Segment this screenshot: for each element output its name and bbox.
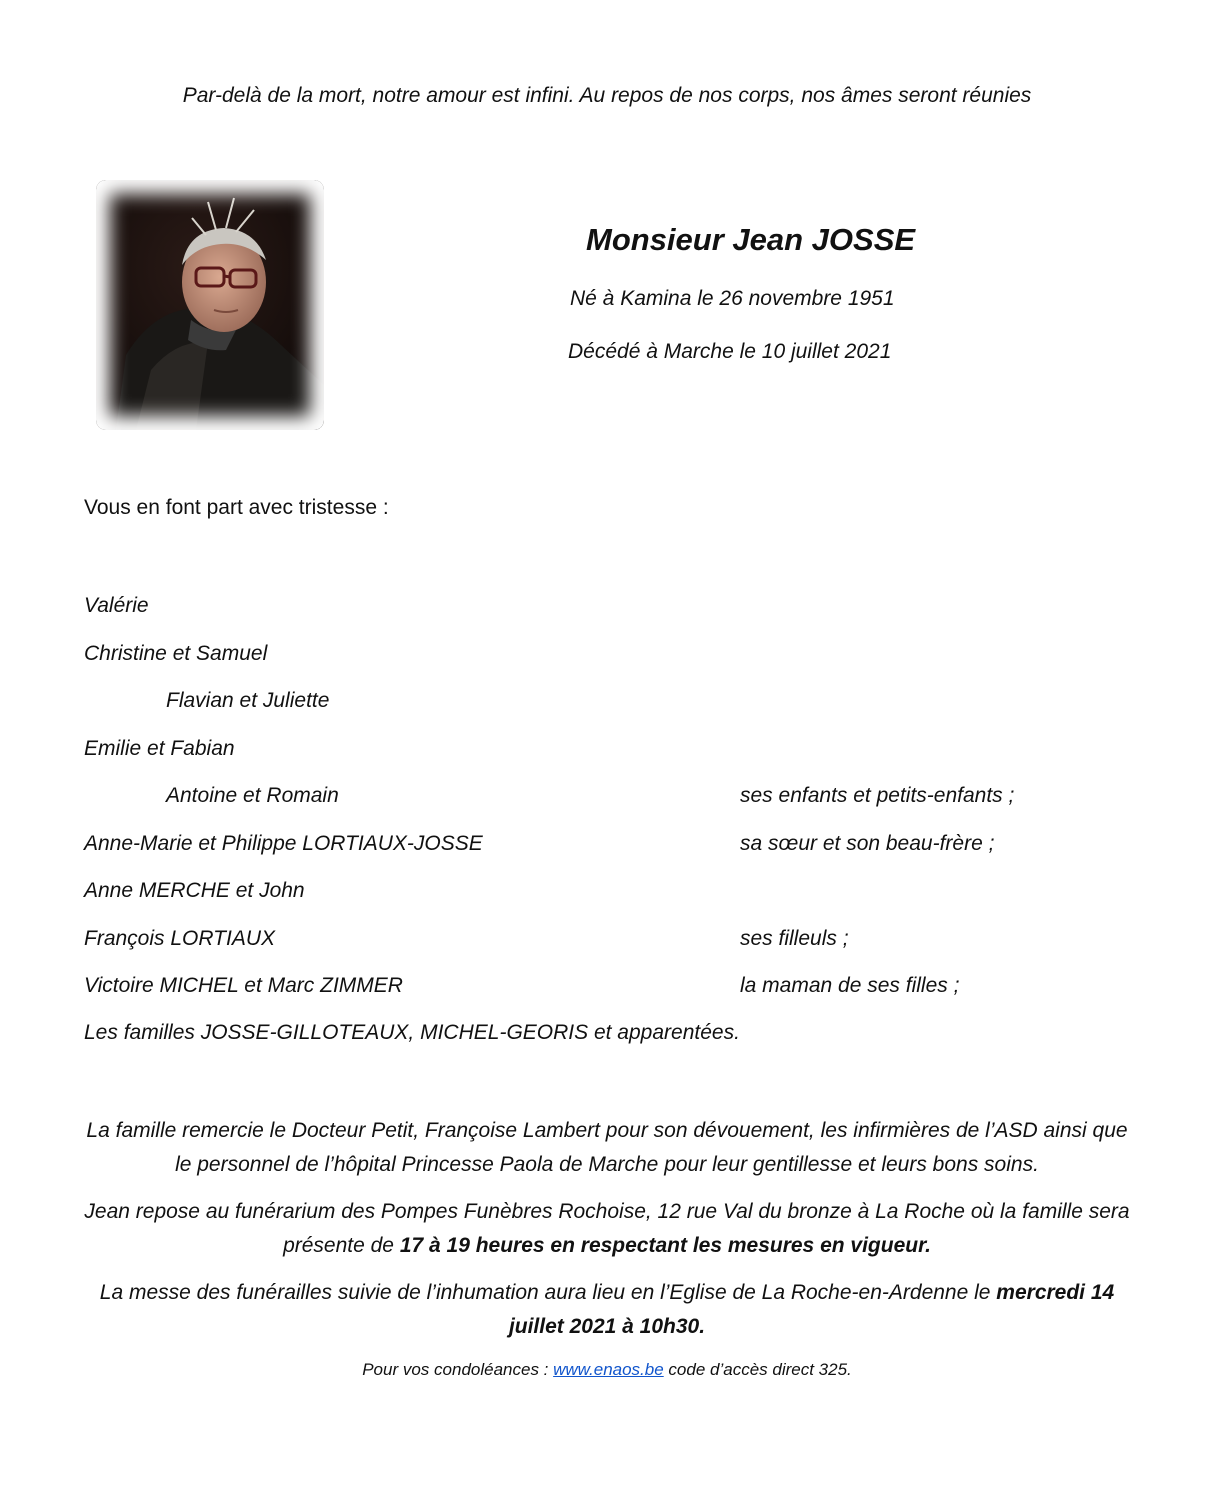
condolences-link[interactable]: www.enaos.be: [553, 1360, 664, 1379]
epigraph: Par-delà de la mort, notre amour est infini. Au repos de nos corps, nos âmes seront réunies: [182, 84, 1032, 107]
deceased-name: Monsieur Jean JOSSE: [586, 222, 916, 257]
mass-date: mercredi 14 juillet 2021 à 10h30.: [508, 1281, 1115, 1338]
intro-line: Vous en font part avec tristesse :: [84, 496, 389, 519]
rest-text: Jean repose au funérarium des Pompes Funèbres Rochoise, 12 rue Val du bronze à La Roche où la famille sera présente de: [84, 1200, 1130, 1257]
family-relation: la maman de ses filles ;: [740, 974, 960, 997]
family-name: Emilie et Fabian: [84, 737, 235, 760]
family-name: Antoine et Romain: [166, 784, 339, 807]
condolences-line: [0, 1360, 1214, 1380]
family-name: Victoire MICHEL et Marc ZIMMER: [84, 974, 403, 997]
death-line: Décédé à Marche le 10 juillet 2021: [568, 340, 892, 363]
family-relation: ses filleuls ;: [740, 927, 849, 950]
mass-text: La messe des funérailles suivie de l’inhumation aura lieu en l’Eglise de La Roche-en-Ardenne le: [99, 1281, 997, 1304]
family-name: Les familles JOSSE-GILLOTEAUX, MICHEL-GEORIS et apparentées.: [84, 1021, 740, 1044]
condolences-suffix: code d’accès direct 325.: [663, 1360, 852, 1379]
family-relation: ses enfants et petits-enfants ;: [740, 784, 1015, 807]
family-name: Christine et Samuel: [84, 642, 268, 665]
family-name: Anne MERCHE et John: [84, 879, 305, 902]
birth-line: Né à Kamina le 26 novembre 1951: [570, 287, 895, 310]
family-relation: sa sœur et son beau-frère ;: [740, 832, 995, 855]
portrait-photo: [96, 180, 324, 430]
family-name: Anne-Marie et Philippe LORTIAUX-JOSSE: [84, 832, 483, 855]
family-name: Flavian et Juliette: [166, 689, 330, 712]
thanks-paragraph: La famille remercie le Docteur Petit, Françoise Lambert pour son dévouement, les infirmières de l’ASD ainsi que le personnel de l’hôpital Princesse Paola de Marche pour leur gentillesse et leurs bons soins.: [86, 1119, 1128, 1176]
family-name: Valérie: [84, 594, 149, 617]
rest-paragraph: [84, 1195, 1130, 1263]
family-name: François LORTIAUX: [84, 927, 275, 950]
rest-hours: 17 à 19 heures en respectant les mesures en vigueur.: [399, 1234, 931, 1257]
mass-paragraph: [84, 1276, 1130, 1344]
condolences-prefix: Pour vos condoléances :: [362, 1360, 554, 1379]
